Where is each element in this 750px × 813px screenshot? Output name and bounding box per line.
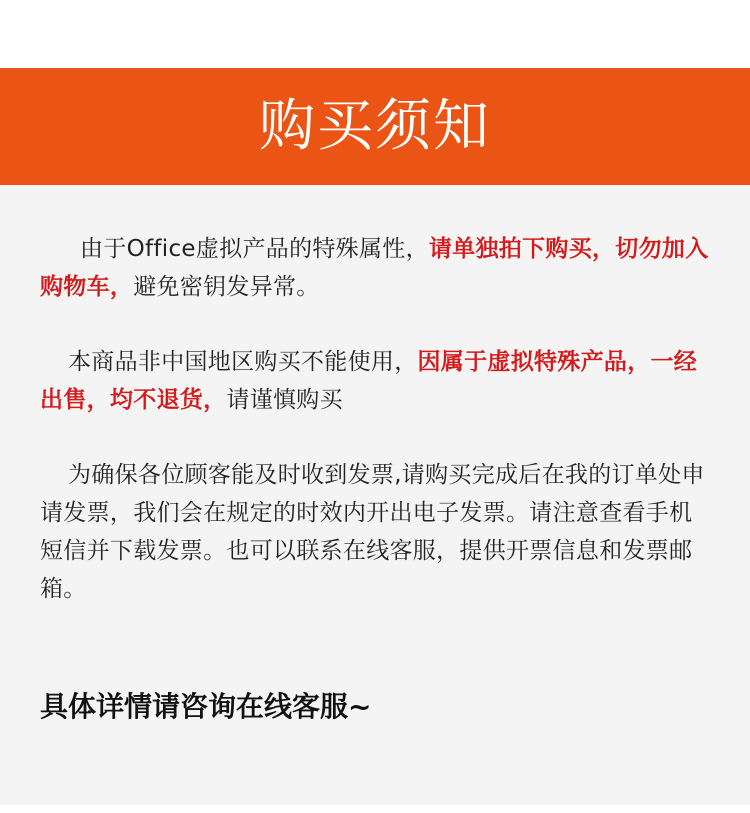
notice-paragraph-invoice: 为确保各位顾客能及时收到发票,请购买完成后在我的订单处申请发票，我们会在规定的时效内开出电子发票。请注意查看手机短信并下载发票。也可以联系在线客服，提供开票信息和发票邮箱。 bbox=[40, 462, 705, 602]
notice-content bbox=[0, 185, 750, 805]
paragraph-text: 请谨慎购买 bbox=[226, 387, 343, 413]
paragraph-text: 避免密钥发异常。 bbox=[133, 274, 320, 300]
highlighted-warning: 请单独拍下购买，切勿加入购物车， bbox=[40, 236, 709, 300]
paragraph-text: 本商品非中国地区购买不能使用， bbox=[68, 349, 418, 375]
header-banner bbox=[0, 68, 750, 185]
notice-paragraph-single-purchase bbox=[40, 230, 712, 306]
bottom-spacer bbox=[0, 805, 750, 813]
top-spacer bbox=[0, 0, 750, 68]
closing-contact-note: 具体详情请咨询在线客服~ bbox=[40, 690, 372, 723]
paragraph-text: 由于Office虚拟产品的特殊属性， bbox=[80, 236, 429, 262]
notice-paragraph-region bbox=[40, 343, 712, 419]
page-title: 购买须知 bbox=[259, 93, 491, 159]
highlighted-warning: 因属于虚拟特殊产品，一经出售，均不退货， bbox=[40, 349, 698, 413]
